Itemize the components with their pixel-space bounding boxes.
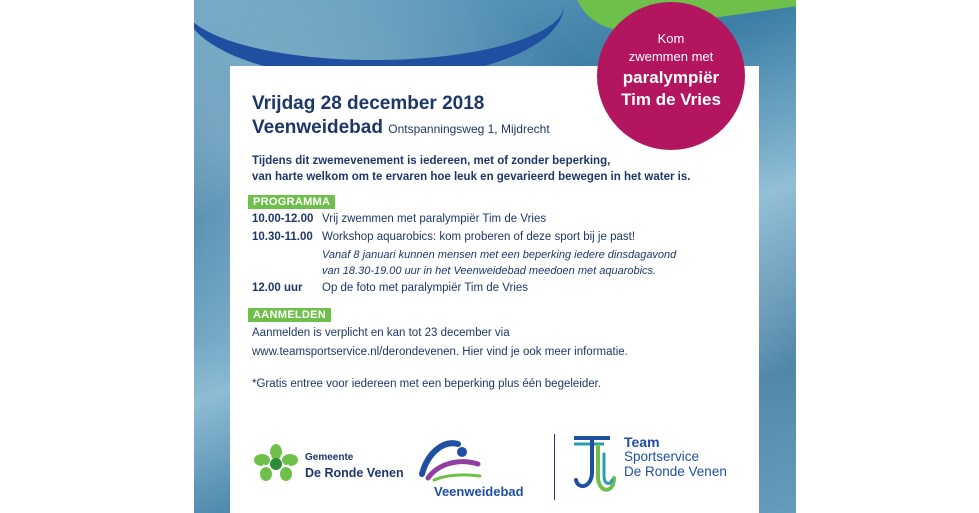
programma-heading: PROGRAMMA (248, 195, 335, 209)
intro-line-2: van harte welkom om te ervaren hoe leuk en gevarieerd bewegen in het water is. (252, 171, 691, 183)
venue-address: Ontspanningsweg 1, Mijdrecht (388, 122, 550, 136)
intro-line-1: Tijdens dit zwemevenement is iedereen, met of zonder beperking, (252, 155, 611, 167)
event-date: Vrijdag 28 december 2018 (252, 93, 485, 114)
programma-activity: Op de foto met paralympiër Tim de Vries (322, 282, 529, 294)
programma-activity: Workshop aquarobics: kom proberen of deze sport bij je past! (322, 231, 636, 243)
note-line-2: van 18.30-19.00 uur in het Veenweidebad meedoen met aquarobics. (322, 265, 657, 277)
note-line-1: Vanaf 8 januari kunnen mensen met een beperking iedere dinsdagavond (322, 249, 677, 261)
programma-time: 10.00-12.00 (252, 213, 314, 225)
team-label: Team (624, 434, 660, 450)
aanmelden-line-2: www.teamsportservice.nl/derondevenen. Hier vind je ook meer informatie. (252, 346, 628, 358)
event-venue (252, 117, 550, 139)
badge-line-1: Kom (657, 31, 685, 46)
logo-divider (554, 434, 555, 500)
event-poster (194, 0, 796, 513)
ronde-venen-label: De Ronde Venen (624, 464, 727, 479)
badge-line-3: paralympiër (622, 68, 720, 87)
gemeente-name: De Ronde Venen (305, 466, 404, 480)
programma-row (252, 231, 635, 243)
aanmelden-heading: AANMELDEN (248, 308, 331, 322)
sportservice-label: Sportservice (624, 449, 700, 464)
swimmer-icon (414, 434, 484, 484)
veenweidebad-logo (414, 434, 534, 504)
gemeente-logo (250, 444, 404, 494)
free-entry-footnote: *Gratis entree voor iedereen met een beperking plus één begeleider. (252, 378, 602, 390)
gemeente-flower-icon (250, 444, 302, 484)
programma-time: 10.30-11.00 (252, 231, 313, 243)
team-sportservice-logo (570, 432, 755, 502)
aanmelden-line-1: Aanmelden is verplicht en kan tot 23 december via (252, 327, 510, 339)
gemeente-label: Gemeente (305, 452, 354, 463)
venue-name: Veenweidebad (252, 117, 383, 138)
veenweidebad-name: Veenweidebad (434, 484, 524, 499)
badge-line-2: zwemmen met (628, 49, 714, 64)
aanmelden-text (252, 324, 628, 362)
sponsor-logos (230, 426, 759, 506)
paralympian-badge (597, 2, 745, 150)
badge-line-4: Tim de Vries (621, 90, 721, 109)
aquarobics-note (322, 247, 676, 279)
team-sportservice-mark-icon (570, 432, 618, 498)
programma-row (252, 282, 528, 294)
programma-time: 12.00 uur (252, 282, 303, 294)
intro-text (252, 153, 690, 185)
programma-activity: Vrij zwemmen met paralympiër Tim de Vries (322, 213, 547, 225)
programma-row (252, 213, 546, 225)
